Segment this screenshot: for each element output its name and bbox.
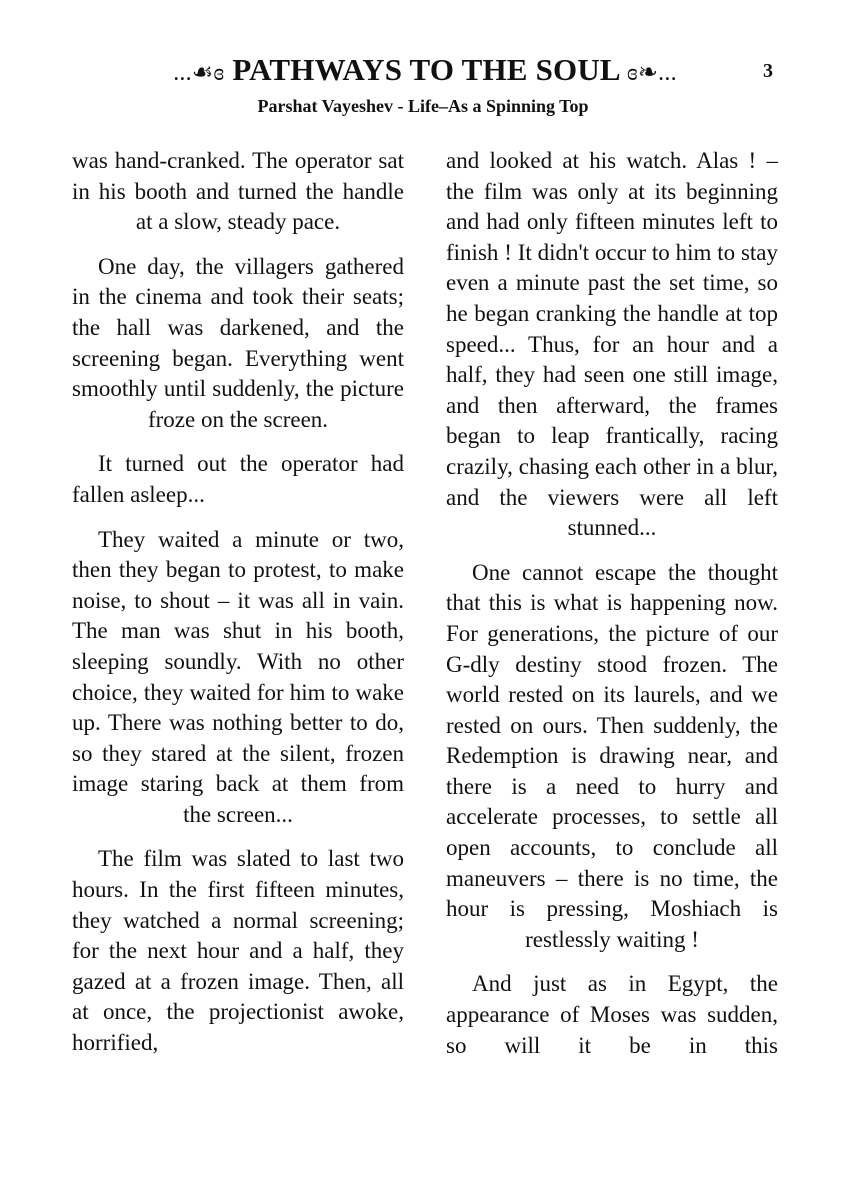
paragraph: The film was slated to last two hours. In the first fifteen minutes, they watched a normal screening; for the next hour and a half, they gazed at a frozen image. Then, all at once, the projectionist awoke, horrified, bbox=[72, 846, 404, 1056]
ornament-left-icon: ...☙ɞ bbox=[173, 60, 225, 86]
paragraph: They waited a minute or two, then they began to protest, to make noise, to shout – it was all in vain. The man was shut in his booth, sleeping soundly. With no other choice, they waited for him to wake up. There was nothing better to do, so they stared at the silent, frozen image staring back at them from the screen... bbox=[72, 526, 404, 827]
paragraph: One cannot escape the thought that this is what is happening now. For generations, the picture of our G-dly destiny stood frozen. The world rested on its laurels, and we rested on ours. Then suddenly, the Redemption is drawing near, and there is a need to hurry and accelerate processes, to settle all open accounts, to conclude all maneuvers – there is no time, the hour is pressing, Moshiach is restlessly waiting ! bbox=[446, 559, 778, 952]
article-subtitle: Parshat Vayeshev - Life–As a Spinning Top bbox=[257, 96, 589, 116]
page-number: 3 bbox=[763, 60, 773, 82]
right-column bbox=[446, 146, 778, 1075]
paragraph: And just as in Egypt, the appearance of Moses was sudden, so will it be in this bbox=[446, 971, 778, 1058]
paragraph: was hand-cranked. The operator sat in his booth and turned the handle at a slow, steady pace. bbox=[72, 148, 404, 235]
paragraph: One day, the villagers gathered in the cinema and took their seats; the hall was darkened, and the screening began. Everything went smoothly until suddenly, the picture froze on the screen. bbox=[72, 253, 404, 432]
left-column bbox=[72, 146, 404, 1073]
running-title bbox=[135, 52, 715, 88]
paragraph: and looked at his watch. Alas ! – the film was only at its beginning and had only fifteen minutes left to finish ! It didn't occur to him to stay even a minute past the set time, so he began cranking the handle at top speed... Thus, for an hour and a half, they had seen one still image, and then afterward, the frames began to leap frantically, racing crazily, chasing each other in a blur, and the viewers were all left stunned... bbox=[446, 148, 778, 541]
ornament-right-icon: ɞ❧... bbox=[627, 60, 677, 86]
publication-title: PATHWAYS TO THE SOUL bbox=[232, 52, 620, 87]
paragraph: It turned out the operator had fallen asleep... bbox=[72, 451, 404, 507]
